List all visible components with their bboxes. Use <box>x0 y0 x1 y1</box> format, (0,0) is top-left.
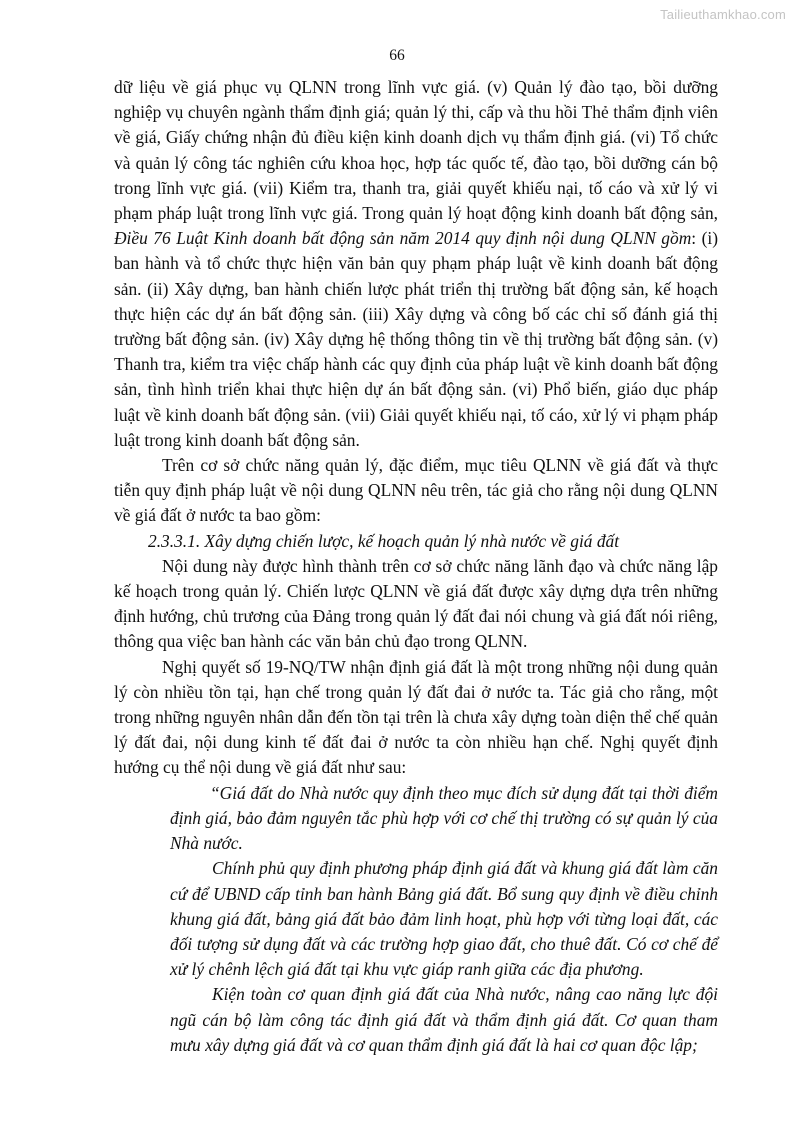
block-quote: Chính phủ quy định phương pháp định giá đất và khung giá đất làm căn cứ để UBND cấp tỉnh ban hành Bảng giá đất. Bổ sung quy định về điều chỉnh khung giá đất, bảng giá đất bảo đảm linh hoạt, phù hợp với từng loại đất, các đối tượng sử dụng đất và các trường hợp giao đất, cho thuê đất. Có cơ chế để xử lý chênh lệch giá đất tại khu vực giáp ranh giữa các địa phương. <box>170 858 718 980</box>
paragraph: Nội dung này được hình thành trên cơ sở chức năng lãnh đạo và chức năng lập kế hoạch trong quản lý. Chiến lược QLNN về giá đất được xây dựng dựa trên những định hướng, chủ trương của Đảng trong quản lý đất đai nói chung và giá đất nói riêng, thông qua việc ban hành các văn bản chủ đạo trong QLNN. <box>114 555 718 652</box>
paragraph: Trên cơ sở chức năng quản lý, đặc điểm, mục tiêu QLNN về giá đất và thực tiễn quy định pháp luật về nội dung QLNN nêu trên, tác giả cho rằng nội dung QLNN về giá đất ở nước ta bao gồm: <box>114 455 718 526</box>
paragraph-text: dữ liệu về giá phục vụ QLNN trong lĩnh vực giá. (v) Quản lý đào tạo, bồi dưỡng nghiệp vụ chuyên ngành thẩm định giá; quản lý thi, cấp và thu hồi Thẻ thẩm định viên về giá, Giấy chứng nhận đủ điều kiện kinh doanh dịch vụ thẩm định giá. (vi) Tổ chức và quản lý công tác nghiên cứu khoa học, hợp tác quốc tế, đào tạo, bồi dưỡng cán bộ trong lĩnh vực giá. (vii) Kiểm tra, thanh tra, giải quyết khiếu nại, tố cáo và xử lý vi phạm pháp luật trong lĩnh vực giá. Trong quản lý hoạt động kinh doanh bất động sản, <box>114 77 718 224</box>
paragraph: Nghị quyết số 19-NQ/TW nhận định giá đất là một trong những nội dung quản lý còn nhiều tồn tại, hạn chế trong quản lý đất đai ở nước ta. Tác giả cho rằng, một trong những nguyên nhân dẫn đến tồn tại trên là chưa xây dựng toàn diện thể chế quản lý đất đai, nội dung kinh tế đất đai ở nước ta còn nhiều hạn chế. Nghị quyết định hướng cụ thể nội dung về giá đất như sau: <box>114 656 718 778</box>
section-heading: 2.3.3.1. Xây dựng chiến lược, kế hoạch quản lý nhà nước về giá đất <box>148 530 620 551</box>
paragraph-text: : (i) ban hành và tổ chức thực hiện văn bản quy phạm pháp luật về kinh doanh bất động sản. (ii) Xây dựng, ban hành chiến lược phát triển thị trường bất động sản, kế hoạch thực hiện các dự án bất động sản. (iii) Xây dựng và công bố các chỉ số đánh giá thị trường bất động sản. (iv) Xây dựng hệ thống thông tin về thị trường bất động sản. (v) Thanh tra, kiểm tra việc chấp hành các quy định của pháp luật về kinh doanh bất động sản, tình hình triển khai thực hiện dự án bất động sản. (vi) Phổ biến, giáo dục pháp luật về kinh doanh bất động sản. (vii) Giải quyết khiếu nại, tố cáo, xử lý vi phạm pháp luật trong kinh doanh bất động sản. <box>114 228 718 450</box>
paragraph-continuation <box>114 75 718 453</box>
block-quote: Kiện toàn cơ quan định giá đất của Nhà nước, nâng cao năng lực đội ngũ cán bộ làm công tác định giá đất và thẩm định giá đất. Cơ quan tham mưu xây dựng giá đất và cơ quan thẩm định giá đất là hai cơ quan độc lập; <box>170 984 718 1055</box>
page-number: 66 <box>389 47 405 64</box>
watermark: Tailieuthamkhao.com <box>660 7 786 22</box>
italic-citation: Điều 76 Luật Kinh doanh bất động sản năm 2014 quy định nội dung QLNN gồm <box>114 228 692 249</box>
block-quote: “Giá đất do Nhà nước quy định theo mục đích sử dụng đất tại thời điểm định giá, bảo đảm nguyên tắc phù hợp với cơ chế thị trường có sự quản lý của Nhà nước. <box>170 782 718 854</box>
document-body <box>114 75 718 1058</box>
